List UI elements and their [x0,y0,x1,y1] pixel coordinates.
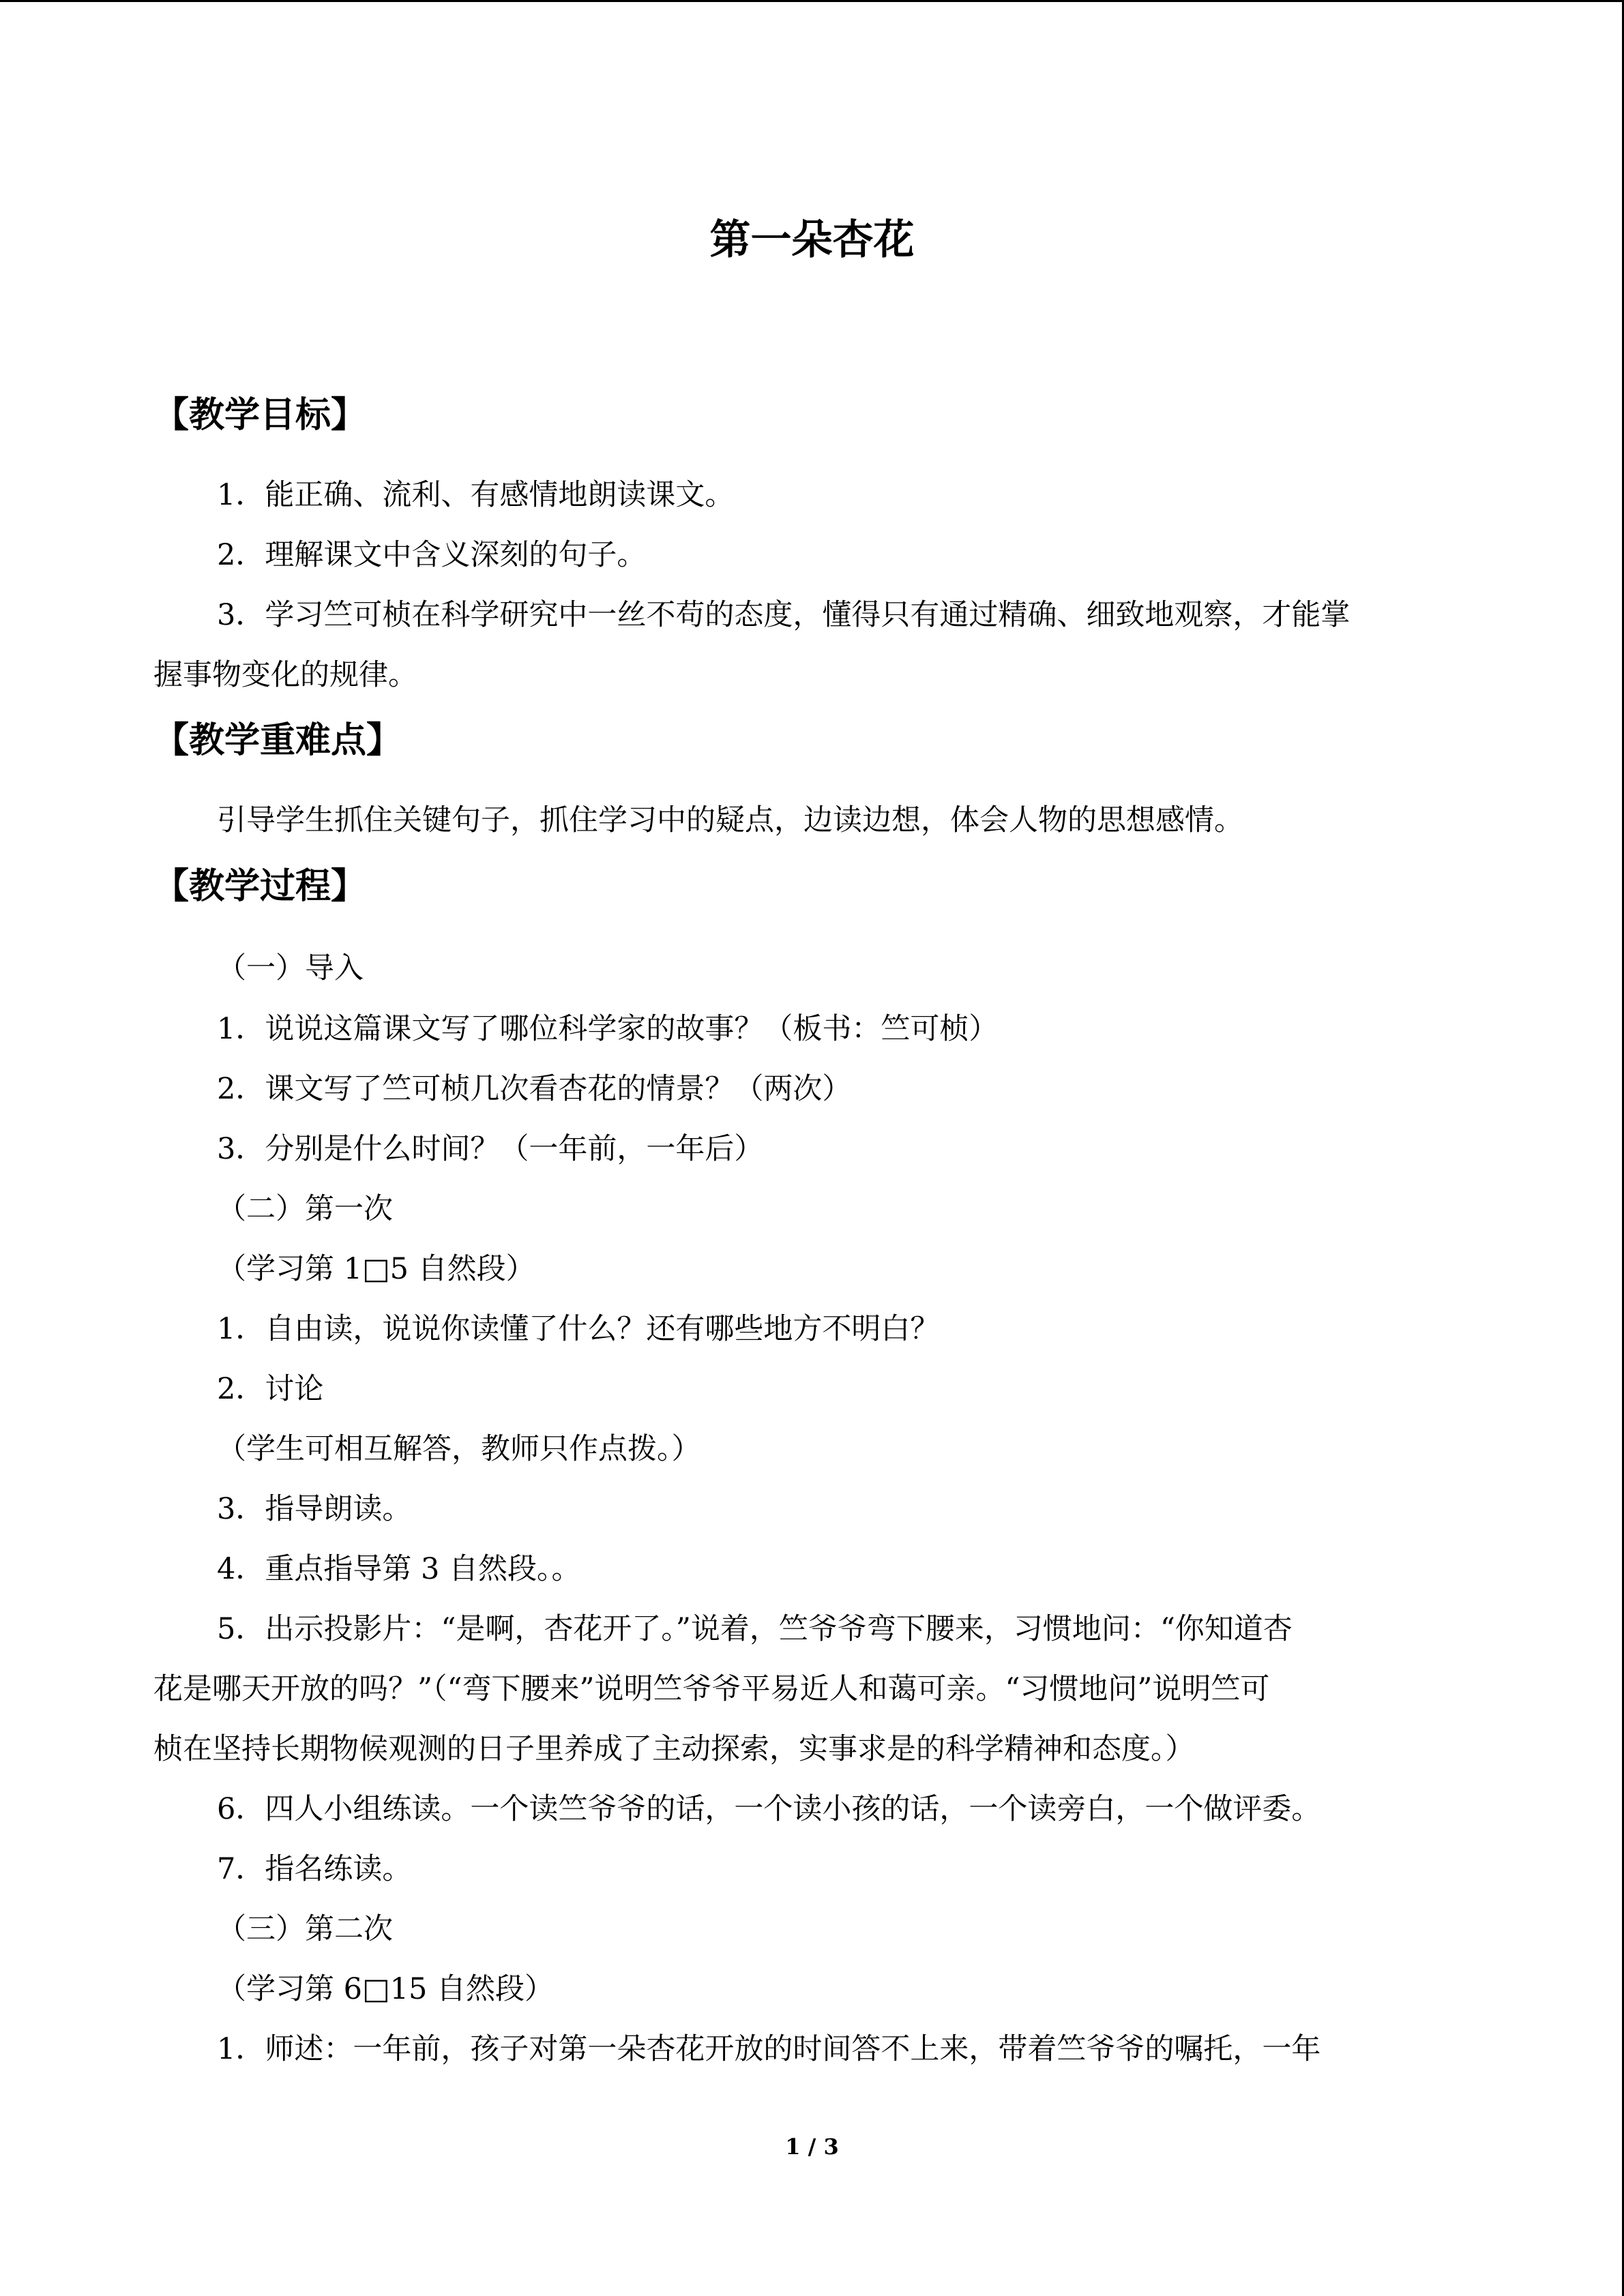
objective-line: 2．理解课文中含义深刻的句子。 [217,538,647,572]
process-line: （学生可相互解答，教师只作点拨。） [217,1432,701,1466]
document-title: 第一朵杏花 [709,216,915,264]
process-line: 7．指名练读。 [217,1852,412,1886]
process-line: （学习第 6□15 自然段） [217,1972,555,2006]
process-line: 2．讨论 [217,1372,324,1406]
process-line: （一）导入 [217,951,364,985]
heading-objectives: 【教学目标】 [153,395,367,436]
objective-line: 1．能正确、流利、有感情地朗读课文。 [217,478,735,512]
process-line: 花是哪天开放的吗？”（“弯下腰来”说明竺爷爷平易近人和蔼可亲。“习惯地问”说明竺可 [153,1672,1270,1706]
objective-line: 握事物变化的规律。 [153,658,417,692]
process-line: 1．自由读，说说你读懂了什么？还有哪些地方不明白？ [217,1312,940,1346]
process-line: 3．分别是什么时间？（一年前，一年后） [217,1132,764,1166]
heading-key-points: 【教学重难点】 [153,720,402,761]
process-line: 3．指导朗读。 [217,1492,412,1526]
process-line: （学习第 1□5 自然段） [217,1252,535,1286]
process-line: 6．四人小组练读。一个读竺爷爷的话，一个读小孩的话，一个读旁白，一个做评委。 [217,1792,1321,1826]
process-line: 桢在坚持长期物候观测的日子里养成了主动探索，实事求是的科学精神和态度。） [153,1732,1195,1766]
process-line: （三）第二次 [217,1912,393,1946]
process-line: 5．出示投影片：“是啊，杏花开了。”说着，竺爷爷弯下腰来，习惯地问：“你知道杏 [217,1612,1293,1646]
page-border-top [0,0,1624,2]
process-line: 4．重点指导第 3 自然段。。 [217,1552,581,1586]
key-point-line: 引导学生抓住关键句子，抓住学习中的疑点，边读边想，体会人物的思想感情。 [217,803,1243,837]
process-line: 1．师述：一年前，孩子对第一朵杏花开放的时间答不上来，带着竺爷爷的嘱托，一年 [217,2032,1321,2066]
process-line: 1．说说这篇课文写了哪位科学家的故事？（板书：竺可桢） [217,1012,999,1046]
process-line: （二）第一次 [217,1192,393,1226]
page-number: 1 / 3 [785,2134,839,2160]
process-line: 2．课文写了竺可桢几次看杏花的情景？（两次） [217,1072,852,1106]
heading-process: 【教学过程】 [153,866,367,907]
objective-line: 3．学习竺可桢在科学研究中一丝不苟的态度，懂得只有通过精确、细致地观察，才能掌 [217,598,1350,632]
